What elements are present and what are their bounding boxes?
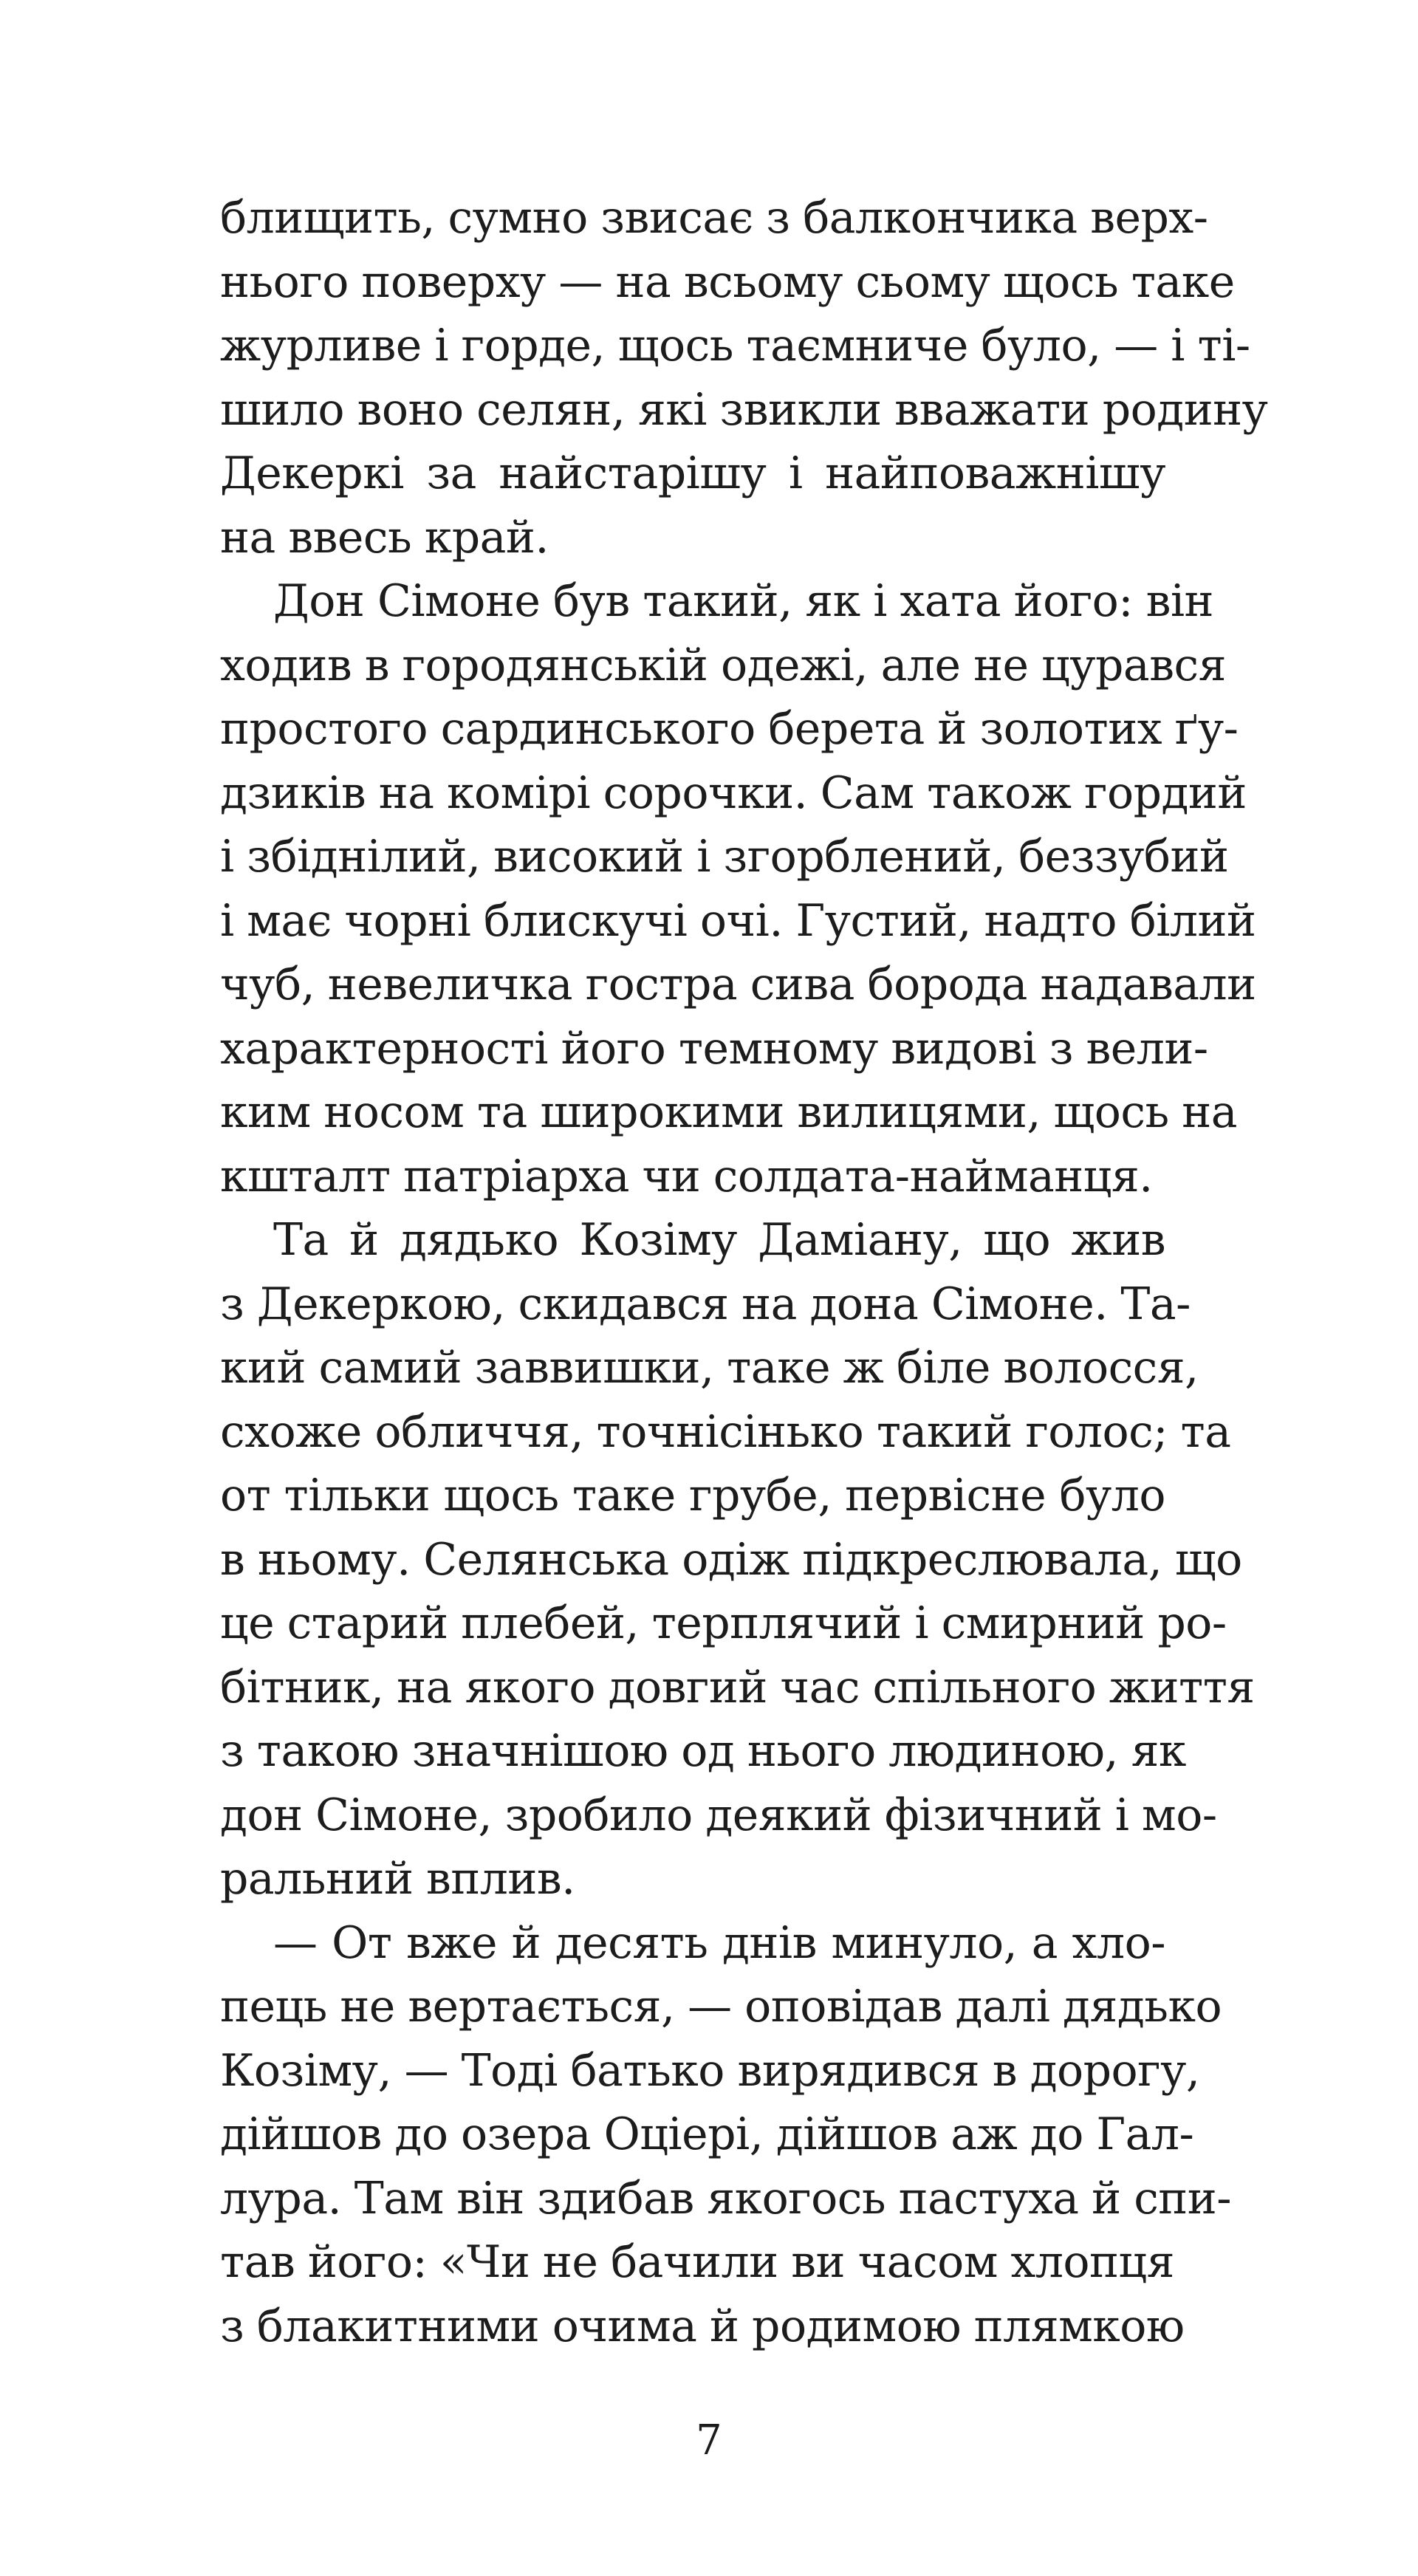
text-line: з такою значнішою од нього людиною, як: [220, 1725, 1186, 1777]
text-line: і має чорні блискучі очі. Густий, надто білий: [220, 894, 1256, 947]
text-line: от тільки щось таке грубе, первісне було: [220, 1470, 1165, 1521]
text-line: і збіднілий, високий і згорблений, беззубий: [220, 831, 1229, 883]
text-line: ким носом та широкими вилицями, щось на: [220, 1086, 1237, 1138]
text-line: — От вже й десять днів минуло, а хло-: [273, 1916, 1165, 1969]
text-line: ральний вплив.: [220, 1853, 575, 1905]
text-line: чуб, невеличка гостра сива борода надавали: [220, 959, 1256, 1010]
text-line: в ньому. Селянська одіж підкреслювала, що: [220, 1533, 1242, 1586]
text-line: лура. Там він здибав якогось пастуха й спи-: [220, 2172, 1232, 2224]
text-line: бітник, на якого довгий час спільного життя: [220, 1661, 1255, 1713]
text-line: дзиків на комірі сорочки. Сам також гордий: [220, 767, 1247, 819]
text-line: дійшов до озера Оціері, дійшов аж до Гал-: [220, 2109, 1194, 2160]
text-line: Декеркі за найстарішу і найповажнішу: [220, 448, 1165, 499]
text-line: це старий плебей, терплячий і смирний ро-: [220, 1597, 1227, 1649]
text-line: на ввесь край.: [220, 511, 549, 564]
text-line: нього поверху — на всьому сьому щось таке: [220, 256, 1235, 308]
text-line: тав його: «Чи не бачили ви часом хлопця: [220, 2236, 1174, 2288]
text-line: кшталт патріарха чи солдата-найманця.: [220, 1150, 1153, 1202]
text-line: з блакитними очима й родимою плямкою: [220, 2300, 1185, 2352]
text-line: журливе і горде, щось таємниче було, — і ті-: [220, 320, 1250, 371]
text-line: Та й дядько Козіму Даміану, що жив: [273, 1214, 1165, 1266]
text-line: блищить, сумно звисає з балкончика верх-: [220, 192, 1208, 244]
text-line: Козіму, — Тоді батько вирядився в дорогу,: [220, 2044, 1200, 2097]
text-line: простого сардинського берета й золотих ґу-: [220, 703, 1239, 755]
text-line: кий самий заввишки, таке ж біле волосся,: [220, 1342, 1199, 1394]
text-line: характерності його темному видові з вели-: [220, 1022, 1208, 1075]
text-line: шило воно селян, які звикли вважати родину: [220, 383, 1268, 436]
page-number: 7: [696, 2416, 722, 2464]
body-text: [220, 186, 1268, 2358]
text-line: ходив в городянській одежі, але не цурався: [220, 639, 1226, 691]
text-line: пець не вертається, — оповідав далі дядько: [220, 1981, 1222, 2032]
text-line: Дон Сімоне був такий, як і хата його: він: [273, 575, 1214, 627]
text-line: дон Сімоне, зробило деякий фізичний і мо-: [220, 1789, 1217, 1841]
text-line: з Декеркою, скидався на дона Сімоне. Та-: [220, 1278, 1191, 1330]
text-line: схоже обличчя, точнісінько такий голос; та: [220, 1405, 1231, 1458]
